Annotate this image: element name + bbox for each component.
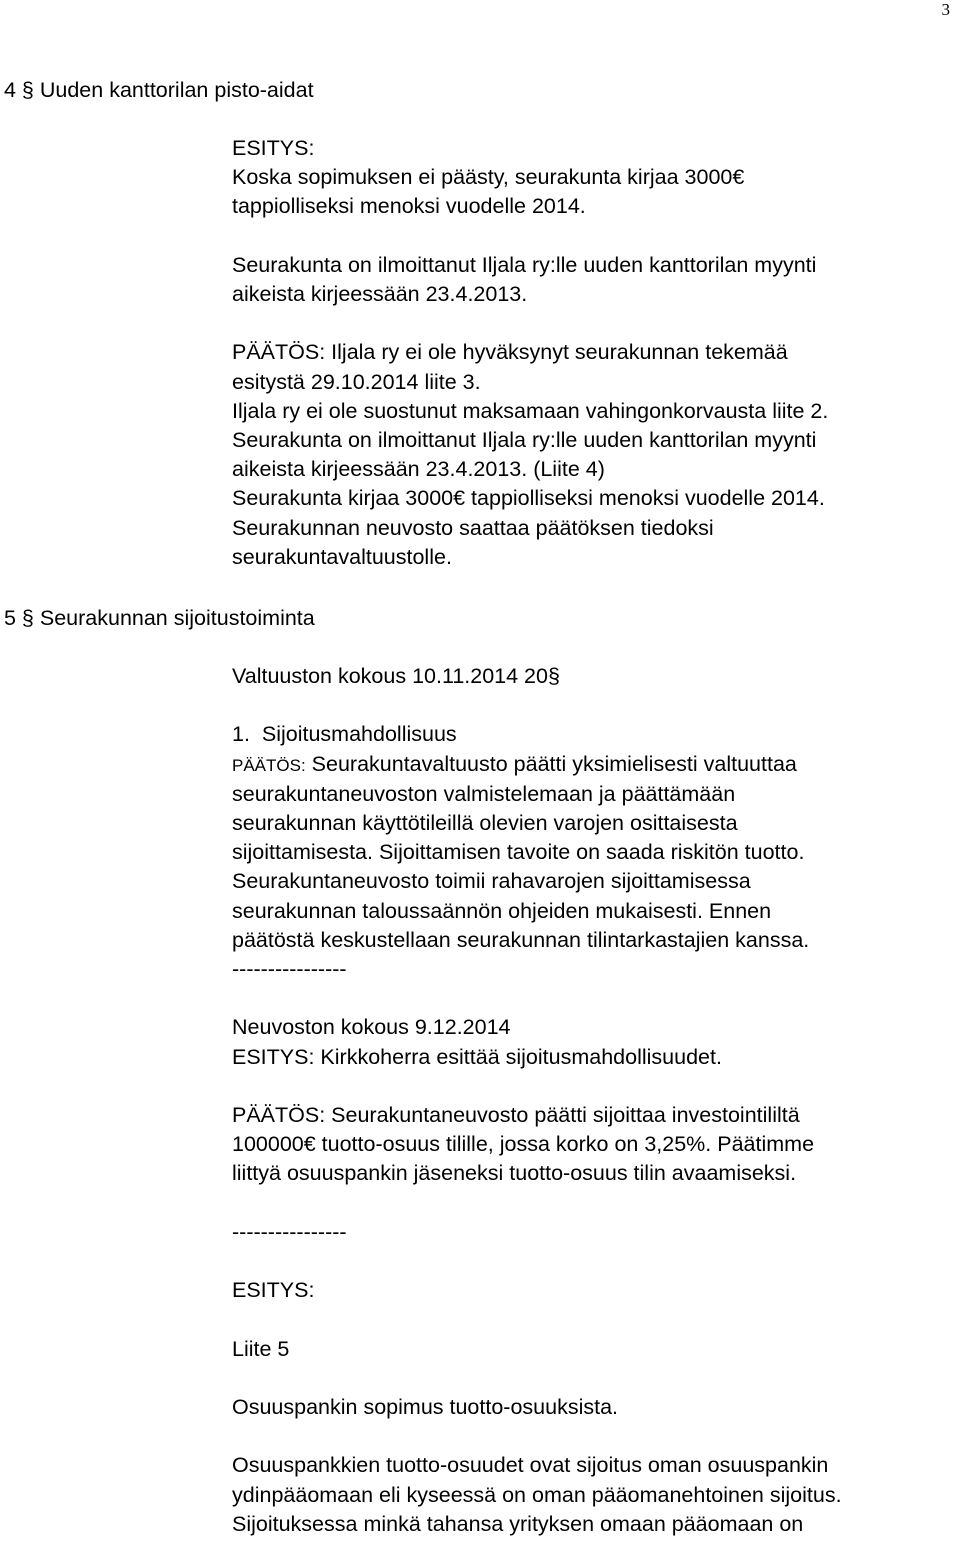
page-number: 3: [941, 0, 950, 19]
body-line: seurakunnan taloussaännön ohjeiden mukaisesti. Ennen: [232, 898, 772, 923]
body-line: esitystä 29.10.2014 liite 3.: [232, 369, 481, 394]
paatos-line: PÄÄTÖS: Seurakuntaneuvosto päätti sijoittaa investointililtä: [232, 1103, 800, 1127]
body-line: Sijoituksessa minkä tahansa yrityksen omaan pääomaan on: [232, 1511, 804, 1536]
item-title: 1. Sijoitusmahdollisuus: [232, 722, 457, 747]
section-heading-5: 5 § Seurakunnan sijoitustoiminta: [4, 606, 315, 630]
body-line: 100000€ tuotto-osuus tilille, jossa korko on 3,25%. Päätimme: [232, 1132, 815, 1157]
body-line: seurakuntaneuvoston valmistelemaan ja päättämään: [232, 781, 736, 806]
body-line: päätöstä keskustellaan seurakunnan tilintarkastajien kanssa.: [232, 927, 810, 952]
body-line: Osuuspankkien tuotto-osuudet ovat sijoitus oman osuuspankin: [232, 1453, 829, 1478]
separator: ----------------: [232, 957, 347, 982]
esitys-label: ESITYS:: [232, 136, 315, 160]
separator: ----------------: [232, 1219, 347, 1244]
body-line: aikeista kirjeessään 23.4.2013. (Liite 4): [232, 457, 605, 482]
body-line: sijoittamisesta. Sijoittamisen tavoite on saada riskitön tuotto.: [232, 840, 805, 865]
liite-label: Liite 5: [232, 1336, 290, 1361]
paatos-label: PÄÄTÖS:: [232, 755, 306, 775]
section-4-body: [232, 134, 952, 572]
body-line: aikeista kirjeessään 23.4.2013.: [232, 282, 528, 306]
paatos-line: PÄÄTÖS: Iljala ry ei ole hyväksynyt seurakunnan tekemää: [232, 340, 788, 365]
body-line: seurakunnan käyttötileillä olevien varojen osittaisesta: [232, 811, 738, 835]
section-heading-4: 4 § Uuden kanttorilan pisto-aidat: [4, 78, 314, 102]
neuvosto-heading: Neuvoston kokous 9.12.2014: [232, 1015, 511, 1040]
esitys-label: ESITYS:: [232, 1278, 315, 1303]
section-5-body: [232, 662, 952, 1539]
body-line: Seurakunta on ilmoittanut Iljala ry:lle uuden kanttorilan myynti: [232, 428, 817, 452]
body-line: Seurakunta kirjaa 3000€ tappiolliseksi menoksi vuodelle 2014.: [232, 486, 825, 511]
body-line: Iljala ry ei ole suostunut maksamaan vahingonkorvausta liite 2.: [232, 398, 829, 423]
body-line: ydinpääomaan eli kyseessä on oman pääomanehtoinen sijoitus.: [232, 1482, 842, 1507]
body-line: Seurakunta on ilmoittanut Iljala ry:lle uuden kanttorilan myynti: [232, 252, 817, 277]
body-line: seurakuntavaltuustolle.: [232, 544, 452, 569]
valtuusto-heading: Valtuuston kokous 10.11.2014 20§: [232, 664, 560, 688]
body-line: Seurakunnan neuvosto saattaa päätöksen tiedoksi: [232, 515, 714, 540]
esitys-line: ESITYS: Kirkkoherra esittää sijoitusmahdollisuudet.: [232, 1044, 722, 1069]
body-line: tappiolliseksi menoksi vuodelle 2014.: [232, 194, 586, 219]
paatos-text: Seurakuntavaltuusto päätti yksimielisesti valtuuttaa: [311, 751, 797, 776]
sopimus-line: Osuuspankin sopimus tuotto-osuuksista.: [232, 1394, 619, 1419]
body-line: Koska sopimuksen ei päästy, seurakunta kirjaa 3000€: [232, 165, 745, 190]
paatos-line: [232, 750, 952, 780]
body-line: liittyä osuuspankin jäseneksi tuotto-osuus tilin avaamiseksi.: [232, 1161, 797, 1186]
body-line: Seurakuntaneuvosto toimii rahavarojen sijoittamisessa: [232, 869, 751, 894]
